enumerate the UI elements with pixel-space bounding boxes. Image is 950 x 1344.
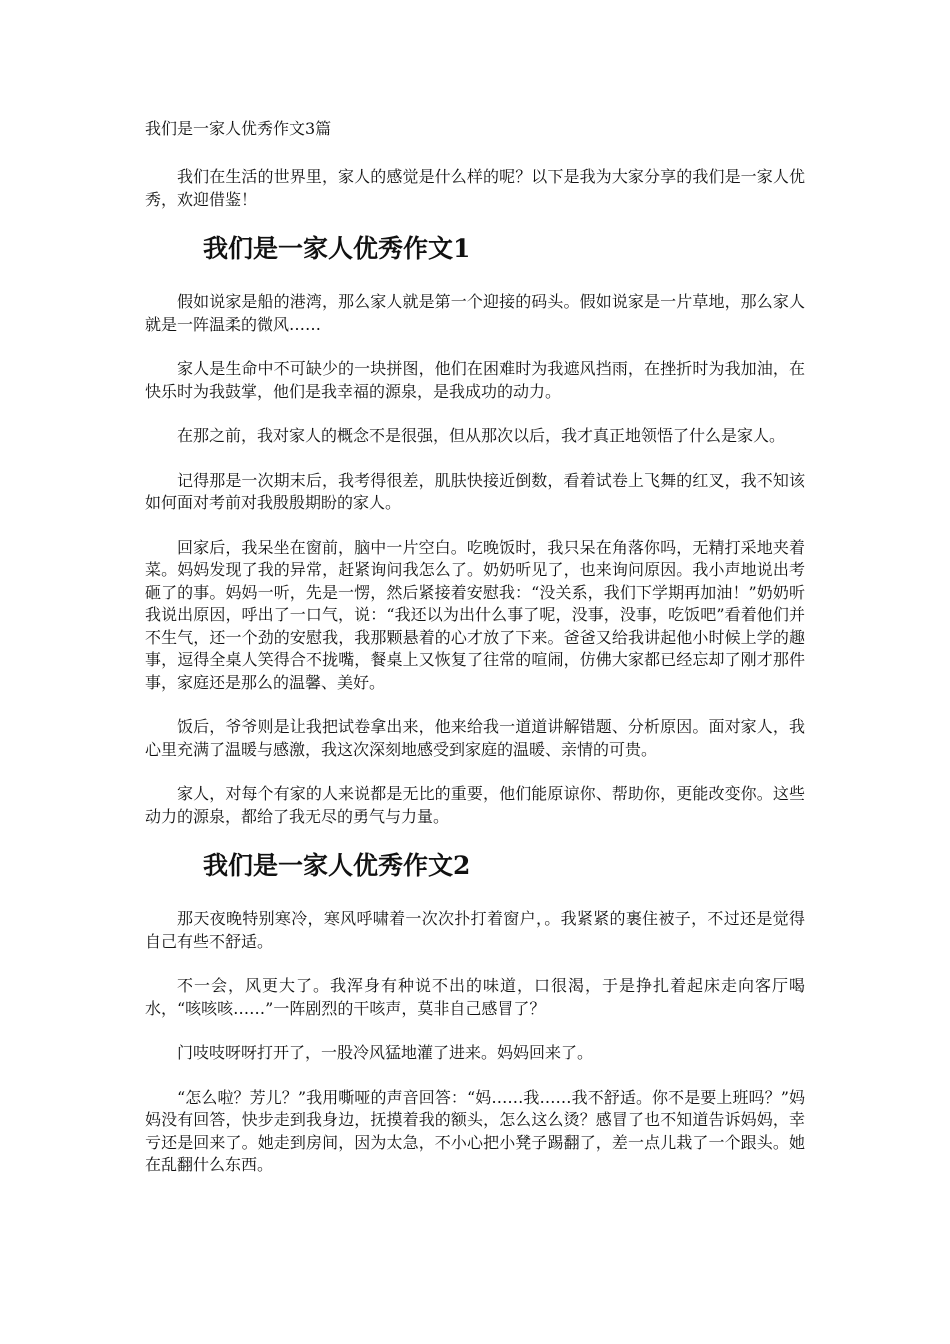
paragraph: 假如说家是船的港湾，那么家人就是第一个迎接的码头。假如说家是一片草地，那么家人就是一阵温柔的微风…… <box>145 292 805 334</box>
paragraph: 回家后，我呆坐在窗前，脑中一片空白。吃晚饭时，我只呆在角落你吗，无精打采地夹着菜。妈妈发现了我的异常，赶紧询问我怎么了。奶奶听见了，也来询问原因。我小声地说出考砸了的事。妈妈一听，先是一愣，然后紧接着安慰我：“没关系，我们下学期再加油！”奶奶听我说出原因，呼出了一口气，说：“我还以为出什么事了呢，没事，没事，吃饭吧”看着他们并不生气，还一个劲的安慰我，我那颗悬着的心才放了下来。爸爸又给我讲起他小时候上学的趣事，逗得全桌人笑得合不拢嘴，餐桌上又恢复了往常的喧闹，仿佛大家都已经忘却了刚才那件事，家庭还是那么的温馨、美好。 <box>145 537 805 692</box>
section-heading-1: 我们是一家人优秀作文1 <box>203 234 471 263</box>
intro-paragraph: 我们在生活的世界里，家人的感觉是什么样的呢？以下是我为大家分享的我们是一家人优秀，欢迎借鉴！ <box>145 167 805 209</box>
paragraph: 家人，对每个有家的人来说都是无比的重要，他们能原谅你、帮助你，更能改变你。这些动力的源泉，都给了我无尽的勇气与力量。 <box>145 784 805 826</box>
section-heading-2: 我们是一家人优秀作文2 <box>203 851 471 880</box>
paragraph: 记得那是一次期末后，我考得很差，肌肤快接近倒数，看着试卷上飞舞的红叉，我不知该如何面对考前对我殷殷期盼的家人。 <box>145 470 805 512</box>
paragraph: 家人是生命中不可缺少的一块拼图，他们在困难时为我遮风挡雨，在挫折时为我加油，在快乐时为我鼓掌，他们是我幸福的源泉，是我成功的动力。 <box>145 359 805 401</box>
paragraph: 门吱吱呀呀打开了，一股冷风猛地灌了进来。妈妈回来了。 <box>177 1043 594 1062</box>
paragraph: 那天夜晚特别寒冷，寒风呼啸着一次次扑打着窗户，。我紧紧的裹住被子，不过还是觉得自己有些不舒适。 <box>145 909 805 951</box>
paragraph: “怎么啦？芳儿？”我用嘶哑的声音回答：“妈……我……我不舒适。你不是要上班吗？”妈妈没有回答，快步走到我身边，抚摸着我的额头，怎么这么烫？感冒了也不知道告诉妈妈，幸亏还是回来了。她走到房间，因为太急，不小心把小凳子踢翻了，差一点儿栽了一个跟头。她在乱翻什么东西。 <box>145 1087 805 1174</box>
paragraph: 饭后，爷爷则是让我把试卷拿出来，他来给我一道道讲解错题、分析原因。面对家人，我心里充满了温暖与感激，我这次深刻地感受到家庭的温暖、亲情的可贵。 <box>145 717 805 759</box>
paragraph: 在那之前，我对家人的概念不是很强，但从那次以后，我才真正地领悟了什么是家人。 <box>177 426 786 445</box>
paragraph: 不一会，风更大了。我浑身有种说不出的味道，口很渴，于是挣扎着起床走向客厅喝水，“咳咳咳……”一阵剧烈的干咳声，莫非自己感冒了？ <box>145 976 805 1018</box>
document-title: 我们是一家人优秀作文3篇 <box>145 119 332 138</box>
document-page <box>145 118 805 1199</box>
